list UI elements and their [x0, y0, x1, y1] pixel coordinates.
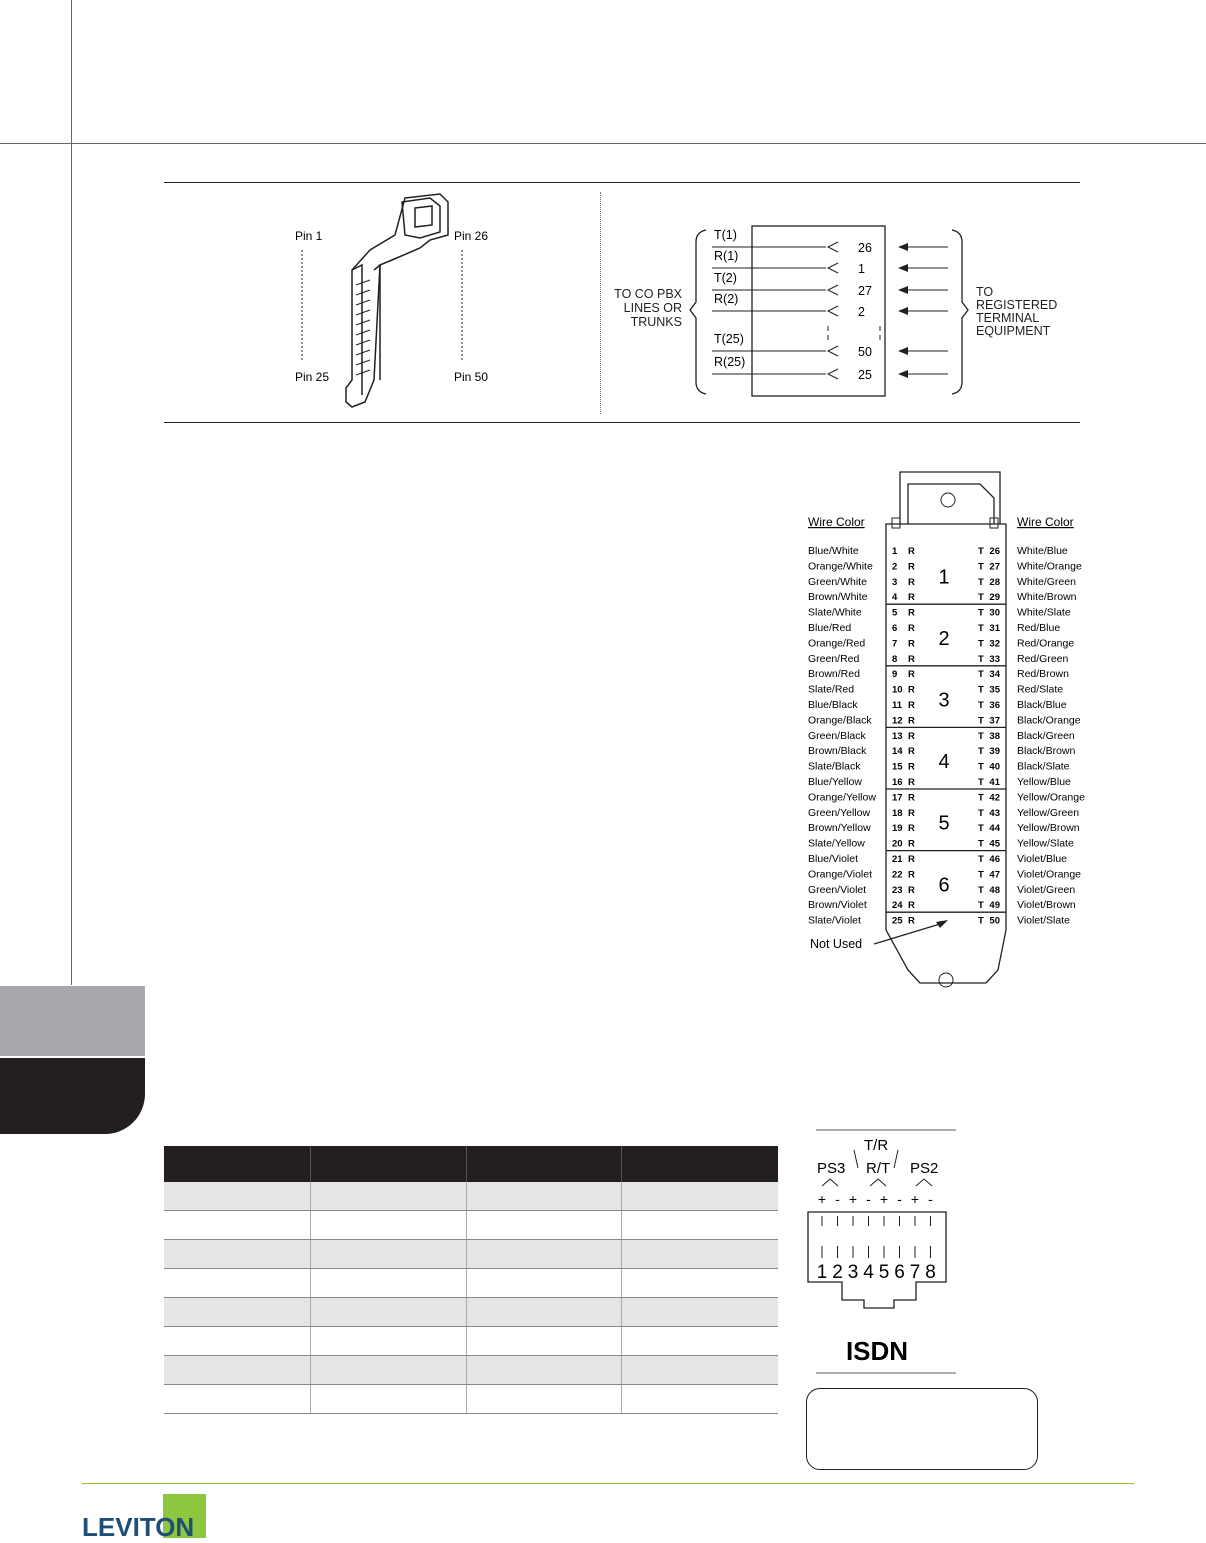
table-row [164, 1298, 778, 1327]
t-pin-letter: T [978, 761, 984, 773]
polarity-sign: - [928, 1191, 933, 1207]
schematic-pin-number: 25 [858, 368, 872, 382]
schematic-pin-number: 2 [858, 305, 865, 319]
r-pin-letter: R [908, 669, 915, 681]
left-wire-color: Green/White [808, 575, 867, 588]
polarity-sign: + [910, 1191, 920, 1207]
t-pin-number: 28 [989, 576, 1000, 588]
r-pin-letter: R [908, 684, 915, 696]
table-cell [621, 1298, 778, 1327]
t-pin-letter: T [978, 900, 984, 912]
t-pin-letter: T [978, 807, 984, 819]
right-wire-color: White/Slate [1017, 606, 1071, 619]
r-pin-letter: R [908, 884, 915, 896]
isdn-pin-number: 8 [925, 1262, 936, 1283]
table-cell [164, 1269, 311, 1298]
arrow-head-icon [898, 286, 908, 294]
figure-divider [600, 192, 601, 414]
r-pin-number: 23 [892, 884, 903, 896]
schematic-wire-label: T(2) [714, 271, 737, 285]
schematic-wire-label: R(25) [714, 355, 746, 369]
table-cell [621, 1211, 778, 1240]
r-pin-letter: R [908, 900, 915, 912]
group-number: 2 [938, 627, 950, 650]
right-wire-color: White/Brown [1017, 591, 1077, 604]
r-pin-letter: R [908, 730, 915, 742]
r-pin-number: 12 [892, 715, 903, 727]
left-wire-color: Slate/Yellow [808, 837, 865, 850]
table-cell [466, 1269, 621, 1298]
r-pin-number: 10 [892, 684, 903, 696]
t-pin-letter: T [978, 607, 984, 619]
t-pin-letter: T [978, 638, 984, 650]
isdn-pin-number: 4 [863, 1262, 874, 1283]
polarity-sign: - [835, 1191, 840, 1207]
right-wire-color: Yellow/Orange [1017, 791, 1085, 804]
left-wire-color: Blue/Black [808, 699, 858, 711]
r-pin-letter: R [908, 792, 915, 804]
figure-top-rule [164, 182, 1080, 183]
right-wire-color: Black/Green [1017, 729, 1075, 742]
left-wire-color: Orange/Red [808, 637, 866, 650]
right-wire-color: Yellow/Green [1017, 806, 1080, 819]
wire-color-header-right: Wire Color [1017, 515, 1074, 529]
r-pin-number: 7 [892, 638, 898, 650]
right-wire-color: Violet/Slate [1017, 914, 1070, 927]
table-cell [311, 1211, 466, 1240]
group-number: 3 [938, 689, 950, 712]
latch-outer [900, 472, 1000, 524]
table-header-cell [311, 1146, 466, 1182]
table-header-cell [164, 1146, 311, 1182]
t-pin-number: 45 [989, 838, 1000, 850]
t-pin-number: 32 [989, 638, 1000, 650]
r-pin-number: 18 [892, 807, 903, 819]
schematic-wire-label: T(1) [714, 228, 737, 242]
left-wire-color: Brown/White [808, 591, 868, 604]
table-cell [621, 1356, 778, 1385]
r-pin-letter: R [908, 854, 915, 865]
contact-icon [828, 285, 838, 295]
r-pin-number: 24 [892, 900, 903, 912]
left-margin-rule [71, 0, 72, 985]
table-cell [164, 1327, 311, 1356]
t-pin-letter: T [978, 715, 984, 727]
left-wire-color: Green/Black [808, 729, 866, 742]
r-pin-number: 22 [892, 869, 903, 881]
table-row [164, 1182, 778, 1211]
isdn-jack-diagram [806, 1128, 966, 1378]
t-pin-letter: T [978, 576, 984, 588]
isdn-pin-number: 5 [878, 1262, 890, 1283]
table-cell [621, 1385, 778, 1414]
right-wire-color: Black/Blue [1017, 699, 1067, 711]
jack-outline [808, 1212, 946, 1308]
left-wire-color: Blue/White [808, 545, 859, 557]
table-cell [311, 1385, 466, 1414]
left-wire-color: Orange/Yellow [808, 791, 876, 804]
t-pin-number: 43 [989, 807, 1000, 819]
r-pin-number: 8 [892, 653, 898, 665]
leviton-logo: LEVITON [82, 1512, 195, 1542]
table-cell [466, 1211, 621, 1240]
r-pin-letter: R [908, 592, 915, 604]
table-row [164, 1327, 778, 1356]
right-label-1: TO [976, 285, 994, 299]
arrow-head-icon [898, 243, 908, 251]
schematic-pin-number: 50 [858, 345, 872, 359]
r-pin-number: 17 [892, 792, 903, 804]
right-wire-color: Black/Slate [1017, 760, 1070, 773]
right-label-3: TERMINAL [976, 311, 1040, 325]
t-pin-letter: T [978, 700, 984, 711]
r-pin-number: 21 [892, 854, 903, 865]
t-pin-letter: T [978, 854, 984, 865]
left-wire-color: Brown/Black [808, 745, 867, 758]
rt-label: R/T [866, 1160, 891, 1177]
r-pin-number: 4 [892, 592, 898, 604]
isdn-pin-number: 7 [909, 1262, 921, 1283]
r-pin-letter: R [908, 561, 915, 573]
t-pin-number: 35 [989, 684, 1000, 696]
left-wire-color: Slate/Violet [808, 914, 861, 927]
t-pin-letter: T [978, 838, 984, 850]
r-pin-letter: R [908, 653, 915, 665]
left-wire-color: Green/Violet [808, 883, 867, 896]
table-cell [621, 1327, 778, 1356]
isdn-pin-number: 1 [816, 1262, 828, 1283]
table-cell [621, 1240, 778, 1269]
left-wire-color: Brown/Yellow [808, 822, 871, 835]
contact-icon [828, 242, 838, 252]
table-cell [311, 1327, 466, 1356]
t-pin-letter: T [978, 869, 984, 881]
pin1-label: Pin 1 [295, 229, 323, 243]
color-code-diagram [800, 468, 1100, 998]
t-pin-number: 41 [989, 777, 1000, 788]
pin26-label: Pin 26 [454, 229, 489, 243]
r-pin-letter: R [908, 623, 915, 634]
data-table [164, 1146, 778, 1414]
t-pin-number: 26 [989, 546, 1000, 557]
table-row [164, 1269, 778, 1298]
r-pin-letter: R [908, 869, 915, 881]
r-pin-number: 25 [892, 915, 903, 927]
contact-icon [828, 346, 838, 356]
t-pin-number: 49 [989, 900, 1000, 912]
side-tab-light [0, 986, 145, 1056]
arrow-head-icon [898, 347, 908, 355]
pin50-label: Pin 50 [454, 370, 489, 384]
t-pin-number: 44 [989, 823, 1000, 835]
r-pin-number: 13 [892, 730, 903, 742]
t-pin-letter: T [978, 669, 984, 681]
table-cell [311, 1182, 466, 1211]
r-pin-number: 3 [892, 576, 898, 588]
left-label-3: TRUNKS [630, 315, 682, 329]
r-pin-number: 20 [892, 838, 903, 850]
right-wire-color: Red/Blue [1017, 622, 1061, 634]
left-wire-color: Brown/Violet [808, 899, 867, 912]
t-pin-number: 42 [989, 792, 1000, 804]
table-cell [164, 1211, 311, 1240]
group-number: 4 [938, 751, 950, 774]
t-pin-letter: T [978, 823, 984, 835]
table-row [164, 1211, 778, 1240]
right-wire-color: Yellow/Slate [1017, 837, 1074, 850]
r-pin-number: 16 [892, 777, 903, 788]
table-cell [311, 1298, 466, 1327]
r-pin-letter: R [908, 546, 915, 557]
schematic-pin-number: 26 [858, 241, 872, 255]
polarity-sign: - [897, 1191, 902, 1207]
left-wire-color: Brown/Red [808, 668, 860, 681]
table-cell [466, 1385, 621, 1414]
note-box [806, 1388, 1038, 1470]
left-wire-color: Blue/Yellow [808, 776, 862, 788]
r-pin-letter: R [908, 576, 915, 588]
t-pin-number: 47 [989, 869, 1000, 881]
left-wire-color: Orange/White [808, 560, 873, 573]
footer-rule [82, 1483, 1134, 1484]
r-pin-number: 1 [892, 546, 898, 557]
right-label-4: EQUIPMENT [976, 324, 1051, 338]
left-wire-color: Green/Yellow [808, 806, 871, 819]
r-pin-number: 11 [892, 700, 903, 711]
not-used-arrow [874, 924, 940, 944]
right-wire-color: Red/Slate [1017, 683, 1064, 696]
t-pin-number: 36 [989, 700, 1000, 711]
r-pin-letter: R [908, 823, 915, 835]
table-header-cell [621, 1146, 778, 1182]
r-pin-letter: R [908, 715, 915, 727]
table-cell [466, 1327, 621, 1356]
table-row [164, 1356, 778, 1385]
pin25-label: Pin 25 [295, 370, 330, 384]
table-cell [466, 1298, 621, 1327]
polarity-sign: + [817, 1191, 827, 1207]
r-pin-number: 6 [892, 623, 898, 634]
top-hole [941, 493, 955, 507]
r-pin-number: 5 [892, 607, 898, 619]
right-brace [952, 230, 968, 394]
t-pin-letter: T [978, 792, 984, 804]
arrow-head-icon [898, 307, 908, 315]
side-tab-dark [0, 1058, 145, 1134]
figure-bottom-rule [164, 422, 1080, 423]
schematic-wire-label: T(25) [714, 332, 744, 346]
r-pin-number: 15 [892, 761, 903, 773]
polarity-sign: + [848, 1191, 858, 1207]
left-wire-color: Orange/Black [808, 714, 872, 727]
r-pin-letter: R [908, 838, 915, 850]
polarity-sign: + [879, 1191, 889, 1207]
t-pin-number: 46 [989, 854, 1000, 865]
left-label-2: LINES OR [623, 301, 682, 315]
arrow-head-icon [898, 264, 908, 272]
right-wire-color: Violet/Green [1017, 883, 1076, 896]
r-pin-letter: R [908, 746, 915, 758]
contact-icon [828, 263, 838, 273]
left-wire-color: Blue/Red [808, 622, 852, 634]
right-wire-color: White/Orange [1017, 560, 1082, 573]
right-wire-color: White/Green [1017, 575, 1076, 588]
not-used-label: Not Used [810, 937, 863, 951]
table-cell [466, 1240, 621, 1269]
contact-icon [828, 369, 838, 379]
ps2-label: PS2 [910, 1160, 939, 1177]
t-pin-letter: T [978, 561, 984, 573]
r-pin-number: 14 [892, 746, 903, 758]
t-pin-number: 40 [989, 761, 1000, 773]
bottom-hole [939, 973, 953, 987]
r-pin-letter: R [908, 761, 915, 773]
r-pin-letter: R [908, 638, 915, 650]
t-pin-letter: T [978, 730, 984, 742]
r-pin-number: 9 [892, 669, 898, 681]
t-pin-number: 50 [989, 915, 1000, 927]
connector-icon [346, 194, 448, 407]
t-pin-number: 37 [989, 715, 1000, 727]
right-wire-color: Violet/Orange [1017, 868, 1082, 881]
latch-inner [908, 484, 994, 524]
schematic-pin-number: 27 [858, 284, 872, 298]
left-wire-color: Slate/Black [808, 760, 861, 773]
isdn-pin-number: 6 [894, 1262, 905, 1283]
table-cell [621, 1269, 778, 1298]
t-pin-letter: T [978, 592, 984, 604]
table-cell [311, 1269, 466, 1298]
t-pin-letter: T [978, 546, 984, 557]
isdn-title: ISDN [845, 1336, 909, 1366]
t-pin-number: 33 [989, 653, 1000, 665]
t-pin-number: 38 [989, 730, 1000, 742]
table-cell [311, 1240, 466, 1269]
group-number: 6 [938, 874, 950, 897]
t-pin-number: 48 [989, 884, 1000, 896]
polarity-sign: - [866, 1191, 871, 1207]
table-cell [164, 1356, 311, 1385]
t-pin-number: 39 [989, 746, 1000, 758]
isdn-pin-number: 2 [832, 1262, 843, 1283]
wiring-schematic [606, 222, 1076, 398]
right-wire-color: Yellow/Brown [1017, 822, 1080, 835]
group-number: 5 [938, 812, 950, 835]
table-cell [466, 1182, 621, 1211]
left-label-1: TO CO PBX [614, 287, 682, 301]
r-pin-letter: R [908, 607, 915, 619]
r-pin-letter: R [908, 700, 915, 711]
table-cell [311, 1356, 466, 1385]
t-pin-letter: T [978, 623, 984, 634]
r-pin-number: 2 [892, 561, 898, 573]
right-wire-color: Violet/Blue [1017, 853, 1068, 865]
wire-color-header-left: Wire Color [808, 515, 865, 529]
right-wire-color: Yellow/Blue [1017, 776, 1071, 788]
table-cell [164, 1298, 311, 1327]
table-cell [164, 1240, 311, 1269]
t-pin-letter: T [978, 653, 984, 665]
t-pin-number: 31 [989, 623, 1000, 634]
right-wire-color: Red/Brown [1017, 668, 1069, 681]
schematic-wire-label: R(2) [714, 292, 739, 306]
left-wire-color: Blue/Violet [808, 853, 859, 865]
arrow-head-icon [898, 370, 908, 378]
right-label-2: REGISTERED [976, 298, 1058, 312]
left-wire-color: Orange/Violet [808, 868, 873, 881]
r-pin-letter: R [908, 777, 915, 788]
table-cell [164, 1385, 311, 1414]
right-wire-color: Red/Green [1017, 652, 1069, 665]
left-brace [690, 230, 706, 394]
table-cell [621, 1182, 778, 1211]
t-pin-letter: T [978, 915, 984, 927]
tr-label: T/R [864, 1137, 889, 1154]
left-wire-color: Green/Red [808, 652, 860, 665]
r-pin-letter: R [908, 915, 915, 927]
isdn-pin-number: 3 [847, 1262, 859, 1283]
header-rule [0, 143, 1206, 144]
t-pin-letter: T [978, 684, 984, 696]
t-pin-letter: T [978, 884, 984, 896]
t-pin-number: 27 [989, 561, 1000, 573]
ps3-label: PS3 [817, 1160, 846, 1177]
table-cell [466, 1356, 621, 1385]
t-pin-number: 30 [989, 607, 1000, 619]
right-wire-color: Black/Brown [1017, 745, 1076, 758]
t-pin-number: 29 [989, 592, 1000, 604]
right-wire-color: Red/Orange [1017, 637, 1075, 650]
right-wire-color: White/Blue [1017, 545, 1068, 557]
t-pin-number: 34 [989, 669, 1000, 681]
table-row [164, 1385, 778, 1414]
r-pin-letter: R [908, 807, 915, 819]
contact-icon [828, 306, 838, 316]
right-wire-color: Violet/Brown [1017, 899, 1076, 912]
schematic-pin-number: 1 [858, 262, 865, 276]
left-wire-color: Slate/Red [808, 683, 855, 696]
schematic-wire-label: R(1) [714, 249, 739, 263]
table-cell [164, 1182, 311, 1211]
t-pin-letter: T [978, 777, 984, 788]
right-wire-color: Black/Orange [1017, 714, 1081, 727]
table-row [164, 1240, 778, 1269]
group-number: 1 [938, 566, 950, 589]
connector-figure [280, 190, 510, 415]
r-pin-number: 19 [892, 823, 903, 835]
left-wire-color: Slate/White [808, 606, 862, 619]
t-pin-letter: T [978, 746, 984, 758]
table-header-cell [466, 1146, 621, 1182]
